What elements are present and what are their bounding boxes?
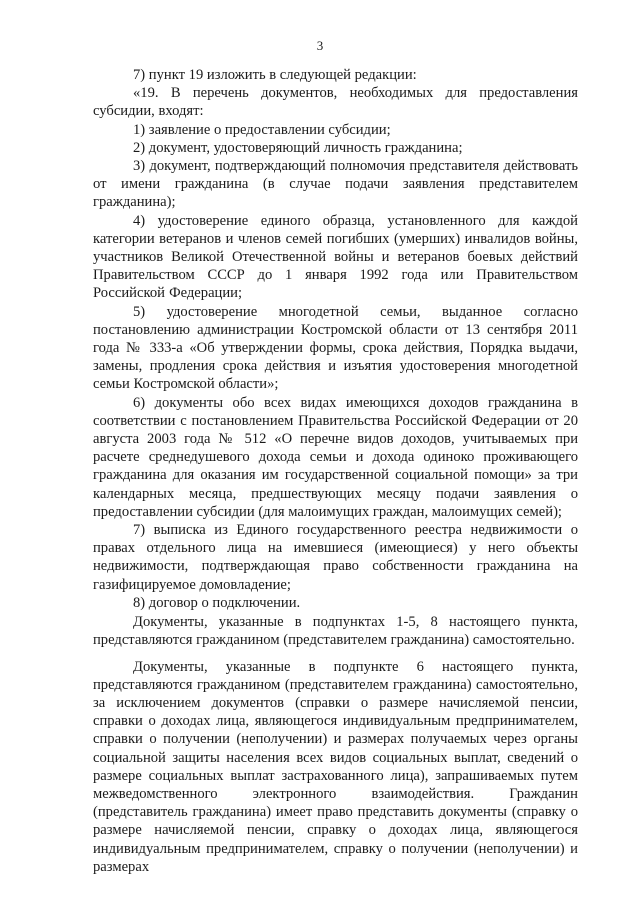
paragraph-amendment-intro: 7) пункт 19 изложить в следующей редакции: <box>133 67 417 83</box>
list-item-identity-document: 2) документ, удостоверяющий личность гражданина; <box>133 139 463 156</box>
list-item-large-family-certificate: 5) удостоверение многодетной семьи, выданное согласно постановлению администрации Костромской области от 13 сентября 2011 года № 333-а «Об утверждении формы, срока действия, Порядка выдачи, замены, продления срока действия и изъятия удостоверения многодетной семьи Костромской области»; <box>93 303 578 393</box>
list-item-income-documents: 6) документы обо всех видах имеющихся доходов гражданина в соответствии с постановлением Правительства Российской Федерации от 20 августа 2003 года № 512 «О перечне видов доходов, учитываемых при расчете среднедушевого дохода семьи и дохода одиноко проживающего гражданина для оказания им государственной социальной помощи» за три календарных месяца, предшествующих месяцу подачи заявления о предоставлении субсидии (для малоимущих граждан, малоимущих семей); <box>93 394 578 520</box>
paragraph-interagency-documents: Документы, указанные в подпункте 6 настоящего пункта, представляются гражданином (представителем гражданина) самостоятельно, за исключением документов (справки о размере начисляемой пенсии, справки о доходах лица, являющегося индивидуальным предпринимателем, справки о получении (неполучении) и размерах получаемых через органы социальной защиты населения всех видов социальных выплат, сведений о размере социальных выплат застрахованного лица), запрашиваемых путем межведомственного электронного взаимодействия. Гражданин (представитель гражданина) имеет право представить документы (справку о размере начисляемой пенсии, справку о доходах лица, являющегося индивидуальным предпринимателем, справку о получении (неполучении) и размерах <box>93 658 578 875</box>
list-item-veteran-certificate: 4) удостоверение единого образца, установленного для каждой категории ветеранов и членов семей погибших (умерших) инвалидов войны, участников Великой Отечественной войны и ветеранов боевых действий Правительством СССР до 1 января 1992 года или Правительством Российской Федерации; <box>93 212 578 302</box>
page-number: 3 <box>316 38 324 53</box>
paragraph-document-list-header: «19. В перечень документов, необходимых для предоставления субсидии, входят: <box>93 85 578 120</box>
document-body <box>93 66 578 876</box>
list-item-authority-document: 3) документ, подтверждающий полномочия представителя действовать от имени гражданина (в случае подачи заявления представителем гражданина); <box>93 158 578 211</box>
list-item-application: 1) заявление о предоставлении субсидии; <box>133 121 391 138</box>
list-item-registry-extract: 7) выписка из Единого государственного реестра недвижимости о правах отдельного лица на имевшиеся (имеющиеся) у него объекты недвижимости, подтверждающая право собственности гражданина на газифицируемое домовладение; <box>93 522 578 593</box>
list-item-connection-contract: 8) договор о подключении. <box>133 594 301 611</box>
paragraph-self-submitted-documents: Документы, указанные в подпунктах 1-5, 8 настоящего пункта, представляются гражданином (представителем гражданина) самостоятельно. <box>93 614 578 649</box>
